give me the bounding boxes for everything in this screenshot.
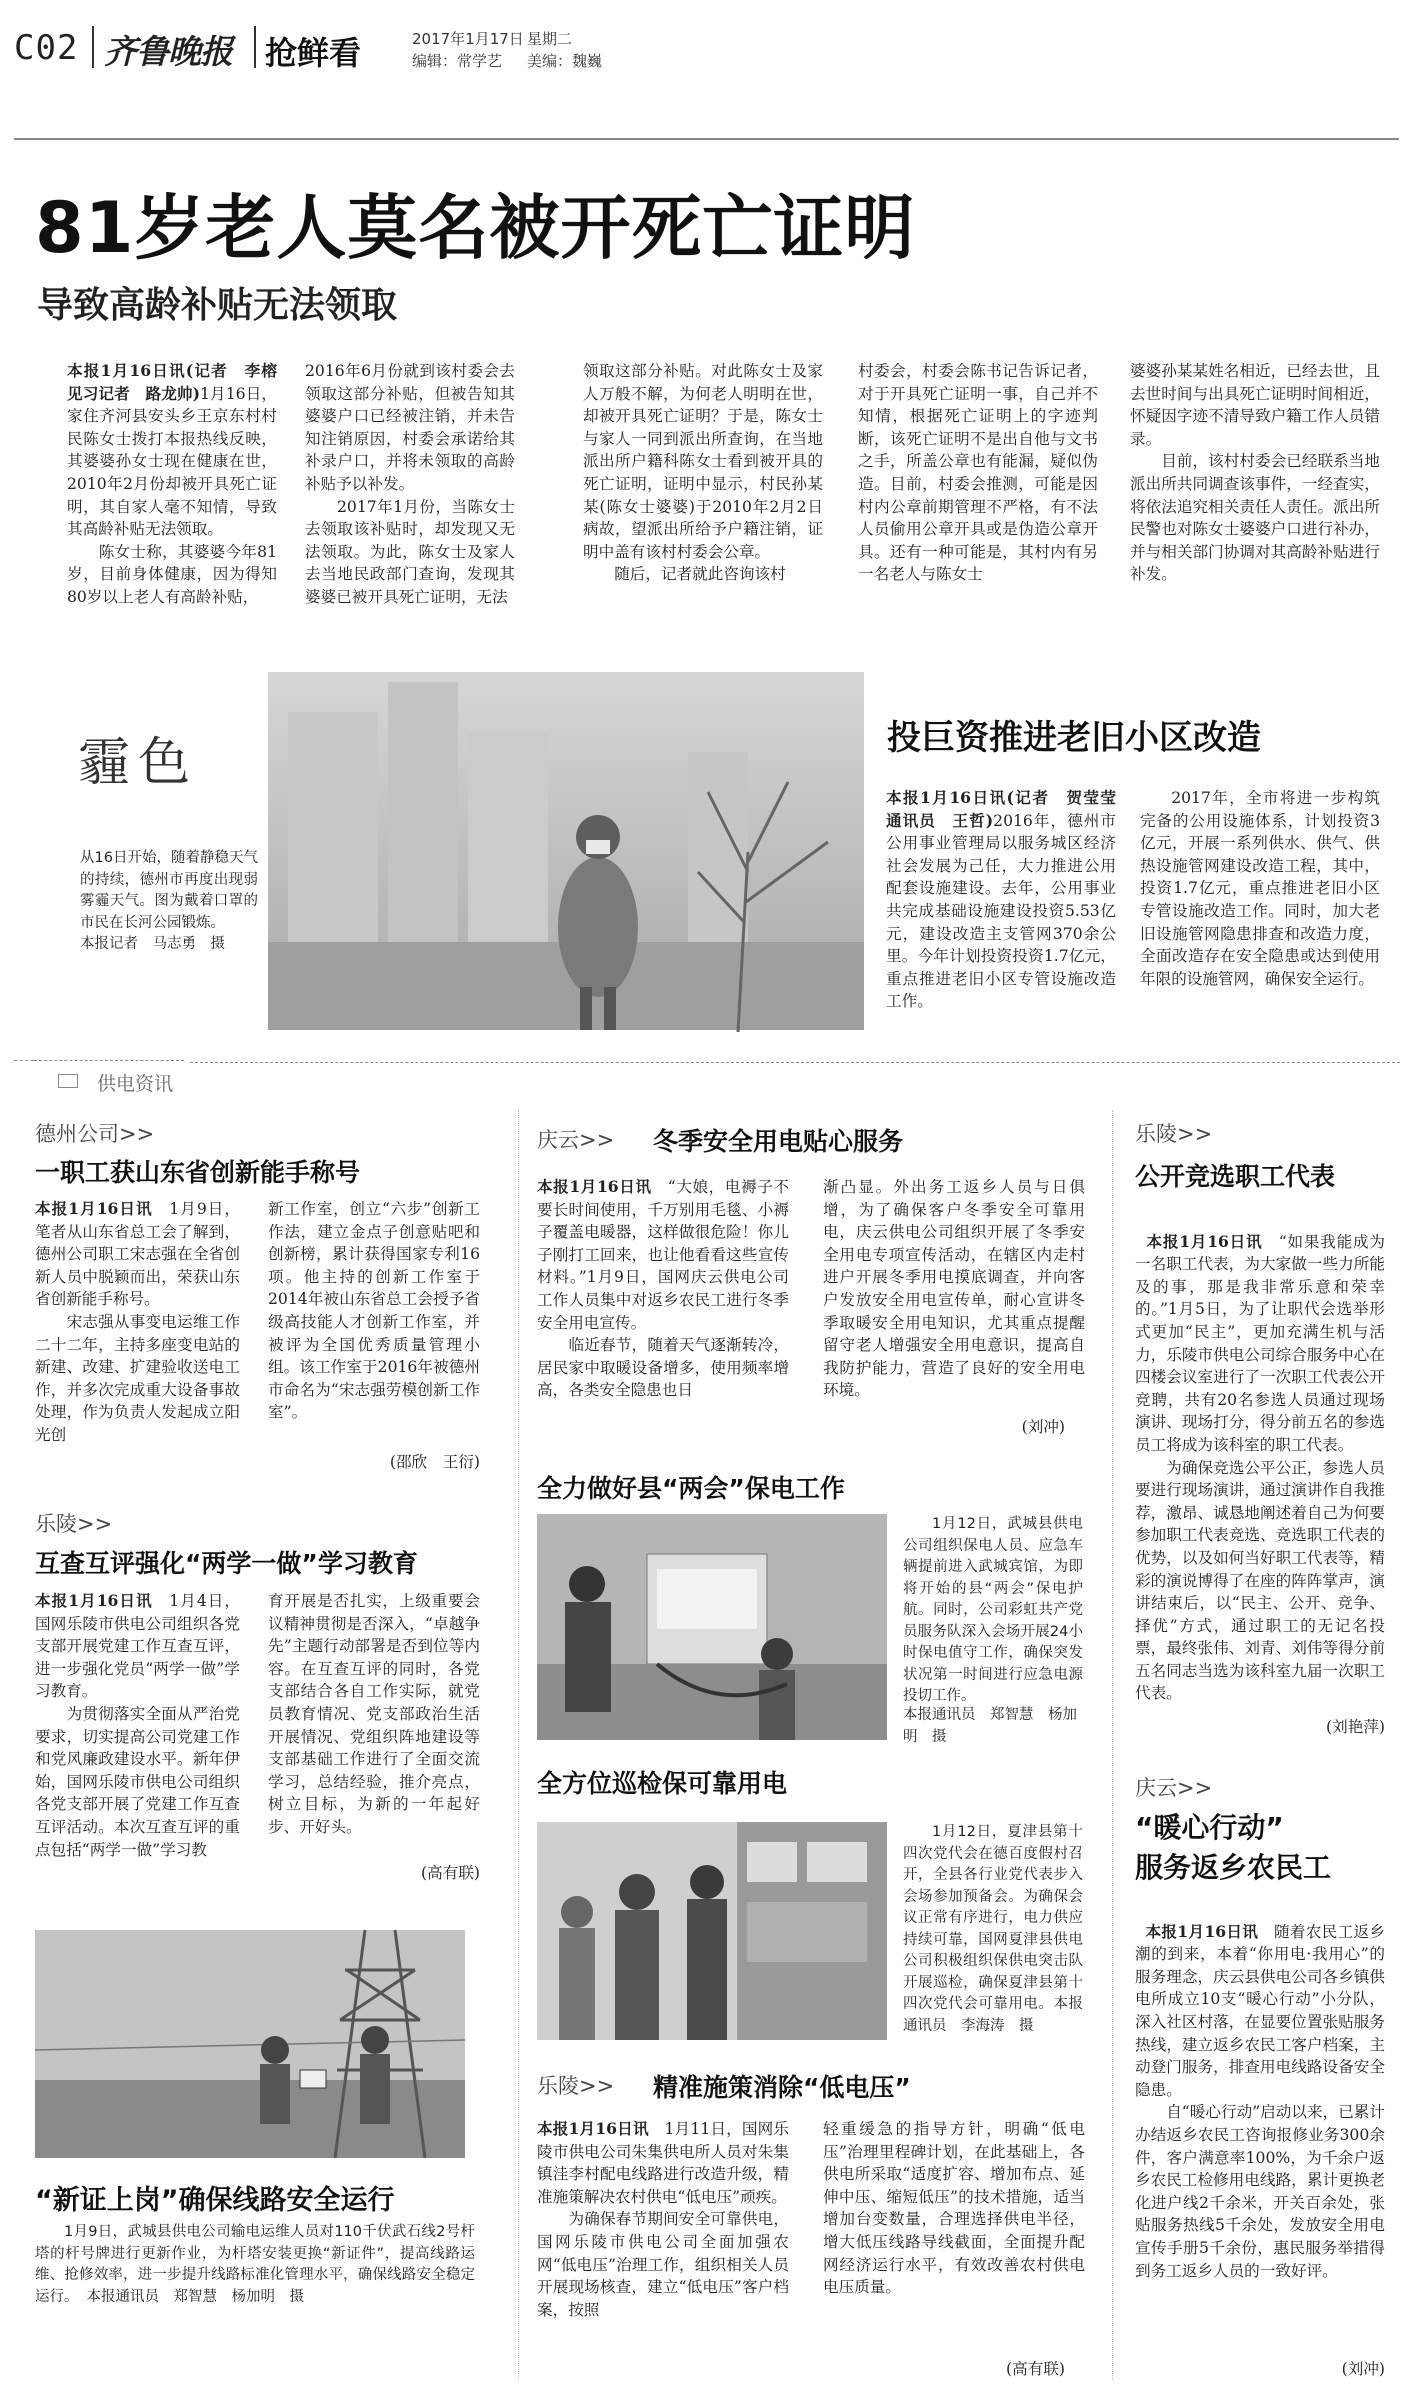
lead-col-3: 领取这部分补贴。对此陈女士及家人万般不解，为何老人明明在世，却被开具死亡证明？于是，陈女士与家人一同到派出所查询，在当地派出所户籍科陈女士看到被开具的死亡证明，证明中显示，村民孙某某(陈女士婆婆)于2010年2月2日病故，望派出所给予户籍注销，证明中盖有该村村委会公章。 随后，记者就此咨询该村: [583, 362, 823, 584]
renovation-col-2: 2017年，全市将进一步构筑完备的公用设施体系，计划投资3亿元，开展一系列供水、供气、供热设施管网建设改造工程，其中，投资1.7亿元，重点推进老旧小区专管设施改造工作。同时，加大老旧设施管网隐患排查和改造力度，全面改造存在安全隐患或达到使用年限的设施管网，确保安全运行。: [1140, 789, 1380, 988]
dezhou-col-2: 新工作室，创立“六步”创新工作法，建立金点子创意贴吧和创新榜，累计获得国家专利16项。他主持的创新工作室于2014年被山东省总工会授予省级高技能人才创新工作室，并被评为全国优秀质量管理小组。该工作室于2016年被德州市命名为“宋志强劳模创新工作室”。: [268, 1200, 480, 1422]
leling2-headline: 精准施策消除“低电压”: [653, 2073, 911, 2102]
newcert-credit: 本报通讯员 郑智慧 杨加明 摄: [86, 2288, 304, 2305]
newcert-headline: “新证上岗”确保线路安全运行: [35, 2185, 395, 2216]
leling3-col-1: [1135, 1208, 1385, 1734]
qingyun1-kicker: 庆云>>: [537, 1128, 615, 1152]
haze-caption: [80, 848, 258, 956]
leling2-col-1-text: 1月11日，国网乐陵市供电公司朱集供电所人员对朱集镇洼李村配电线路进行改造升级，精准施策解决农村供电“低电压”顽疾。 为确保春节期间安全可靠供电，国网乐陵市供电公司全面加强农网“低电压”治理工作，组织相关人员开展现场核查，建立“低电压”客户档案，按照: [537, 2120, 789, 2319]
leling3-col-1-text: “如果我能成为一名职工代表，为大家做一些力所能及的事，那是我非常乐意和荣幸的。”1月5日，为了让职代会选举形式更加“民主”，更加充满生机与活力，乐陵市供电公司综合服务中心在四楼会议室进行了一次职工代表公开竞聘，共有20名参选人员通过现场演讲、现场打分，得分前五名的参选员工将成为该科室的职工代表。 为确保竞选公平公正，参选人员要进行现场演讲，通过演讲作自我推荐，激昂、诚恳地阐述着自己为何要参加职工代表竞选、竞选职工代表的优势，以及如何当好职工代表等，精彩的演说博得了在座的阵阵掌声，演讲结束后，以“民主、公开、竞争、择优”方式，通过职工的无记名投票，最终张伟、刘青、刘伟等得分前五名同志当选为该科室九届一次职工代表。: [1135, 1232, 1385, 1703]
patrol-photo: [537, 1822, 887, 2040]
leling3-headline: 公开竞选职工代表: [1135, 1162, 1336, 1191]
qingyun2-author: (刘冲): [1285, 2358, 1385, 2381]
dezhou-headline: 一职工获山东省创新能手称号: [35, 1158, 361, 1187]
newcert-caption-text: 1月9日，武城县供电公司输电运维人员对110千伏武石线2号杆塔的杆号牌进行更新作业，为杆塔安装更换“新证件”，提高线路运维、抢修效率，进一步提升线路标准化管理水平，确保线路安全稳定运行。: [35, 2224, 475, 2305]
paper-name-logo: 齐鲁晚报: [104, 32, 232, 71]
section-dash-right: [190, 1062, 1400, 1063]
lianghui-photo-image: [537, 1514, 887, 1740]
header-weekday: 星期二: [527, 30, 573, 48]
leling2-col-1: [537, 2118, 789, 2386]
lead-headline: 81岁老人莫名被开死亡证明: [35, 187, 916, 269]
patrol-photo-image: [537, 1822, 887, 2040]
haze-photo-image: [268, 672, 864, 1030]
leling1-col-1: [35, 1590, 240, 1886]
qingyun1-col-1-text: “大娘，电褥子不要长时间使用，千万别用毛毯、小褥子覆盖电暖器，这样做很危险！你儿子刚打工回来，也让他看看这些宣传材料。”1月9日，国网庆云供电公司工作人员集中对返乡农民工进行冬季安全用电宣传。 临近春节，随着天气逐渐转冷，居民家中取暖设备增多，使用频率增高，各类安全隐患也日: [537, 1178, 789, 1400]
header-designer: 美编：魏巍: [527, 52, 603, 70]
lead-col-1-lead: 本报1月16日讯(记者 李榕 见习记者 路龙帅): [67, 361, 293, 403]
header-divider-2: [254, 26, 256, 68]
renovation-col-1-text: 2016年，德州市公用事业管理局以服务城区经济社会发展为己任，大力推进公用配套设施建设。去年，公用事业共完成基础设施建设投资5.53亿元，建设改造主支管网370余公里。今年计划投资投资1.7亿元，重点推进老旧小区专管设施改造工作。: [886, 811, 1116, 1011]
lead-col-4: 村委会，村委会陈书记告诉记者，对于开具死亡证明一事，自己并不知情，根据死亡证明上的字迹判断，该死亡证明不是出自他与文书之手，所盖公章也有能漏，疑似伪造。目前，村委会推测，可能是因村内公章前期管理不严格，有不法人员偷用公章开具或是伪造公章开具。还有一种可能是，其村内有另一名老人与陈女士: [858, 362, 1098, 584]
qingyun1-col-1: [537, 1176, 789, 1438]
section-dash-left: [14, 1060, 34, 1061]
header-rule: [14, 138, 1399, 140]
section-label: 供电资讯: [97, 1073, 174, 1095]
patrol-headline: 全方位巡检保可靠用电: [537, 1769, 788, 1798]
leling2-col-2: 轻重缓急的指导方针，明确“低电压”治理里程碑计划，在此基础上，各供电所采取“适度扩容、增加布点、延伸中压、缩短低压”的技术措施，适当增加台变数量，合理选择供电半径，增大低压线路导线截面，全面提升配网经济运行水平，有效改善农村供电电压质量。: [823, 2120, 1085, 2297]
qingyun2-headline-1: “暖心行动”: [1135, 1811, 1284, 1844]
leling2-author: (高有联): [1006, 2360, 1065, 2378]
newcert-photo-image: [35, 1930, 465, 2158]
lianghui-photo: [537, 1514, 887, 1740]
leling1-col-1-text: 1月4日，国网乐陵市供电公司组织各党支部开展党建工作互查互评，进一步强化党员“两学一做”学习教育。 为贯彻落实全面从严治党要求，切实提高公司党建工作和党风廉政建设水平。新年伊始，国网乐陵市供电公司组织各党支部开展了党建工作互查互评活动。本次互查互评的重点包括“两学一做”学习教: [35, 1592, 240, 1859]
newcert-caption: [35, 2222, 475, 2308]
patrol-caption-text: 1月12日，夏津县第十四次党代会在德百度假村召开，全县各行业党代表步入会场参加预备会。为确保会议正常有序进行，电力供应持续可靠，国网夏津县供电公司积极组织保供电突击队开展巡检，确保夏津县第十四次党代会可靠用电。: [903, 1824, 1083, 2012]
leling2-col-1-lead: 本报1月16日讯: [537, 2119, 649, 2138]
patrol-caption: [903, 1822, 1083, 2037]
haze-photo: [268, 672, 864, 1030]
column-divider-right: [1112, 1110, 1113, 2380]
qingyun1-col-1-lead: 本报1月16日讯: [537, 1177, 652, 1196]
leling1-col-1-lead: 本报1月16日讯: [35, 1591, 153, 1610]
leling3-kicker: 乐陵>>: [1135, 1122, 1213, 1146]
leling1-headline: 互查互评强化“两学一做”学习教育: [35, 1549, 418, 1578]
haze-title: 霾色: [78, 733, 199, 793]
lead-col-5: 婆婆孙某某姓名相近，已经去世，且去世时间与出具死亡证明时间相近，怀疑因字迹不清导致户籍工作人员错录。 目前，该村村委会已经联系当地派出所共同调查该事件，一经查实，将依法追究相关责任人责任。派出所民警也对陈女士婆婆户口进行补办，并与相关部门协调对其高龄补贴进行补发。: [1130, 362, 1380, 584]
lianghui-credit: 本报通讯员 郑智慧 杨加明 摄: [903, 1707, 1077, 1745]
qingyun2-col-1-lead: 本报1月16日讯: [1145, 1921, 1259, 1941]
leling1-kicker: 乐陵>>: [35, 1512, 113, 1536]
lead-col-1: [67, 360, 293, 615]
section-name: 抢鲜看: [265, 34, 362, 72]
column-divider-left: [518, 1110, 519, 2380]
renovation-headline: 投巨资推进老旧小区改造: [887, 718, 1261, 758]
lianghui-caption: [903, 1514, 1083, 1708]
dezhou-col-1-lead: 本报1月16日讯: [35, 1199, 153, 1218]
haze-credit: 本报记者 马志勇 摄: [80, 936, 225, 952]
renovation-col-1-lead: 本报1月16日讯(记者 贺莹莹 通讯员 王哲): [886, 788, 1132, 830]
qingyun2-col-1-text: 随着农民工返乡潮的到来，本着“你用电·我用心”的服务理念，庆云县供电公司各乡镇供电所成立10支“暖心行动”小分队，深入社区村落，在显要位置张贴服务热线，建立返乡农民工客户档案，主动登门服务，排查用电线路设备安全隐患。 自“暖心行动”启动以来，已累计办结返乡农民工咨询报修业务300余件，客户满意率100%，为千余户返乡农民工检修用电线路，累计更换老化进户线2千余米，开关百余处，张贴服务热线5千余处，发放安全用电宣传手册5千余份，惠民服务举措得到务工返乡人员的一致好评。: [1135, 1922, 1385, 2280]
leling2-kicker: 乐陵>>: [537, 2074, 615, 2098]
dezhou-kicker: 德州公司>>: [35, 1122, 155, 1146]
qingyun2-col-1: [1135, 1898, 1385, 2360]
dezhou-col-1-text: 1月9日，笔者从山东省总工会了解到，德州公司职工宋志强在全省创新人员中脱颖而出，荣获山东省创新能手称号。 宋志强从事变电运维工作二十二年，主持多座变电站的新建、改建、扩建验收送电工作，并多次完成重大设备事故处理，作为负责人发起成立阳光创: [35, 1200, 240, 1444]
lead-col-2: 2016年6月份就到该村委会去领取这部分补贴，但被告知其婆婆户口已经被注销，并未告知注销原因，村委会承诺给其补录户口，并将未领取的高龄补贴予以补发。 2017年1月份，当陈女士去领取该补贴时，却发现又无法领取。为此，陈女士及家人去当地民政部门查询，发现其婆婆已被开具死亡证明，无法: [305, 362, 515, 606]
qingyun1-author: (刘冲): [1021, 1418, 1065, 1436]
lead-col-1-text: 1月16日，家住齐河县安头乡王京东村村民陈女士拨打本报热线反映，其婆婆孙女士现在健康在世，2010年2月份却被开具死亡证明，其自家人毫不知情，导致其高龄补贴无法领取。 陈女士称，其婆婆今年81岁，目前身体健康，因为得知80岁以上老人有高龄补贴，: [67, 384, 277, 606]
section-dash-left-2: [34, 1060, 184, 1061]
header-divider-1: [92, 26, 94, 68]
newcert-photo: [35, 1930, 465, 2158]
header-date: 2017年1月17日: [412, 30, 524, 48]
renovation-col-1: [886, 787, 1132, 1027]
patrol-credit: 本报通讯员 李海涛 摄: [903, 1996, 1084, 2034]
qingyun1-col-2: 渐凸显。外出务工返乡人员与日俱增，为了确保客户冬季安全可靠用电，庆云供电公司组织开展了冬季安全用电专项宣传活动，在辖区内走村进户开展冬季用电摸底调查，并向客户发放安全用电宣传单，耐心宣讲冬季取暖安全用电知识，尤其重点提醒留守老人增强安全用电意识，提高自我防护能力，营造了良好的安全用电环境。: [823, 1178, 1085, 1400]
leling1-col-2: 育开展是否扎实，上级重要会议精神贯彻是否深入，“卓越争先”主题行动部署是否到位等内容。在互查互评的同时，各党支部结合各自工作实际，就党员教育情况、党支部政治生活开展情况、党组织阵地建设等支部基础工作进行了全面交流学习，总结经验，推介亮点，树立目标，为新的一年起好步、开好头。: [268, 1592, 480, 1836]
dezhou-col-1: [35, 1198, 240, 1488]
lianghui-caption-text: 1月12日，武城县供电公司组织保电人员、应急车辆提前进入武城宾馆，为即将开始的县“两会”保电护航。同时，公司彩虹共产党员服务队深入会场开展24小时保电值守工作，确保突发状况第一时间进行应急电源投切工作。: [903, 1516, 1083, 1704]
lead-subheadline: 导致高龄补贴无法领取: [37, 285, 398, 326]
lianghui-headline: 全力做好县“两会”保电工作: [537, 1474, 845, 1503]
section-doc-icon: [58, 1074, 78, 1088]
dezhou-author: (邵欣 王衍): [389, 1453, 480, 1471]
page-number: C02: [14, 28, 79, 68]
leling3-col-1-lead: 本报1月16日讯: [1146, 1231, 1263, 1251]
qingyun2-headline-2: 服务返乡农民工: [1135, 1851, 1332, 1884]
leling1-author: (高有联): [421, 1864, 480, 1882]
header-editor: 编辑：常学艺: [412, 52, 503, 70]
leling3-author: (刘艳萍): [1260, 1716, 1385, 1739]
qingyun1-headline: 冬季安全用电贴心服务: [653, 1127, 904, 1156]
haze-caption-text: 从16日开始，随着静稳天气的持续，德州市再度出现弱雾霾天气。图为戴着口罩的市民在长河公园锻炼。: [80, 850, 258, 931]
qingyun2-kicker: 庆云>>: [1135, 1776, 1213, 1800]
